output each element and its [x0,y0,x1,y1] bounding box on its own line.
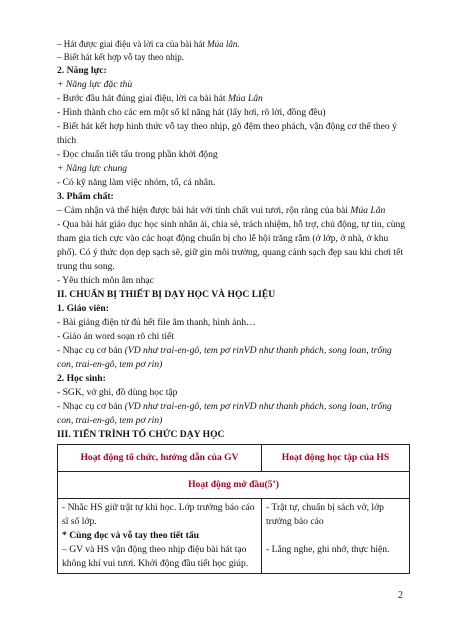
song-title: Múa lân. [207,39,240,49]
text-line [57,400,409,428]
cell-text: - Nhắc HS giữ trật tự khi học. Lớp trưởng báo cáo sĩ số lớp. [62,502,255,527]
cell-text: - Trật tự, chuẩn bị sách vở, lớp trưởng báo cáo [266,502,384,527]
subheading: 2. Học sinh: [57,373,106,384]
page-number: 2 [398,590,403,601]
text-line: - Hình thành cho các em một số kĩ năng hát (lấy hơi, rõ lời, đồng đều) [57,107,326,118]
section-title: Hoạt động mở đầu(5’) [58,472,410,499]
text-line: - Biết hát kết hợp hình thức vỗ tay theo nhịp, gõ đệm theo phách, vận động cơ thể theo ý thích [57,121,397,146]
table-header-row [58,445,410,472]
section-heading: 3. Phẩm chất: [57,191,114,202]
subheading: 1. Giáo viên: [57,303,109,314]
gv-cell [58,499,262,574]
cell-text: - Lắng nghe, ghi nhớ, thực hiện. [266,544,390,555]
text: - Bước đầu hát đúng giai điệu, lời ca bài hát [57,93,228,104]
text: - Nhạc cụ cơ bản [57,345,125,356]
table-section-row [58,472,410,499]
cell-text: – GV và HS vận động theo nhịp điệu bài hát tạo không khí vui tươi. Khởi động đầu tiết học giúp. [62,544,249,569]
section-heading: II. CHUẨN BỊ THIẾT BỊ DẠY HỌC VÀ HỌC LIỆU [57,289,276,300]
text: - Nhạc cụ cơ bản [57,401,125,412]
text-line [57,344,409,372]
document-page [57,38,409,574]
paragraph: - Qua bài hát giáo dục học sinh nhân ái, chia sẻ, trách nhiệm, hỗ trợ, chủ động, tự tin, cùng tham gia tích cực vào các hoạt động chuẩn bị cho lễ hội trăng rằm (ở lớp, ở nhà, ở khu phố). Có ý thức dọn dẹp sạch sẽ, giữ gìn môi trường, quang cảnh sạch đẹp sau khi chơi tết trung thu song. [57,219,406,272]
section-heading: III. TIẾN TRÌNH TỔ CHỨC DẠY HỌC [57,429,225,440]
text-line: - SGK, vở ghi, đồ dùng học tập [57,387,178,398]
cell-subheading: * Cùng đọc và vỗ tay theo tiết tấu [62,530,199,541]
subheading: + Năng lực đặc thù [57,79,133,90]
text-line: - Bài giảng điện tử đủ hết file âm thanh, hình ảnh… [57,317,256,328]
text-line: - Có kỹ năng làm việc nhóm, tổ, cá nhân. [57,177,216,188]
text-line: – Biết hát kết hợp vỗ tay theo nhịp. [57,52,184,62]
text-line [57,92,409,106]
lesson-plan-table [57,444,410,574]
song-title: Múa Lân [227,93,263,104]
table-row [58,499,410,574]
text: – Hát được giai điệu và lời ca của bài hát [57,39,208,49]
text-line [57,38,409,51]
text-line: - Yêu thích môn âm nhạc [57,275,154,286]
text-line: - Giáo án word soạn rõ chi tiết [57,331,174,342]
subheading: + Năng lực chung [57,163,128,174]
text-line [57,204,409,218]
hs-cell [262,499,410,574]
section-heading: 2. Năng lực: [57,65,107,76]
italic-text: (VD như trai-en-gô, tem pơ rinVD như thanh phách, song loan, trống con, trai-en-gô, tem pơ rin) [57,345,392,370]
italic-text: (VD như trai-en-gô, tem pơ rinVD như thanh phách, song loan, trống con, trai-en-gô, tem pơ rin) [57,401,392,426]
cell-spacer [266,529,405,543]
column-header-hs: Hoạt động học tập của HS [262,445,410,472]
column-header-gv: Hoạt động tổ chức, hướng dẫn của GV [58,445,262,472]
text-line: - Đọc chuẩn tiết tấu trong phần khởi động [57,149,218,160]
song-title: Múa Lân [350,205,386,216]
text: – Cảm nhận và thể hiện được bài hát với tính chất vui tươi, rộn ràng của bài [57,205,351,216]
